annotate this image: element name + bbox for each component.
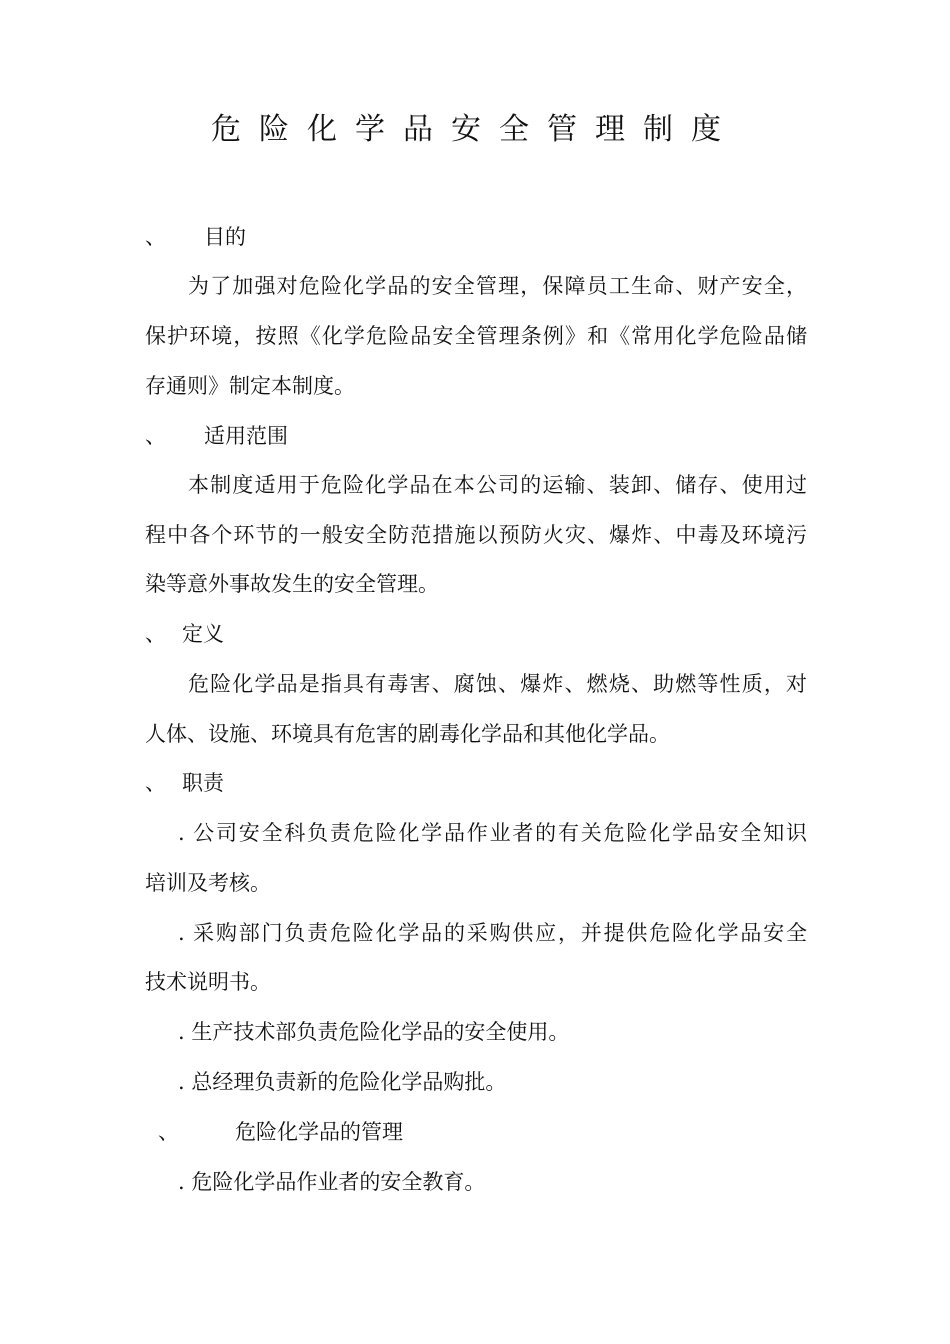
heading-text: 适用范围 <box>204 424 288 448</box>
section-heading-management <box>158 1117 403 1147</box>
list-item <box>178 1017 569 1047</box>
section-heading-scope <box>145 421 288 451</box>
section-heading-responsibilities <box>145 768 224 798</box>
item-marker: . <box>178 921 185 945</box>
item-text: 公司安全科负责危险化学品作业者的有关危险化学品安全知识 <box>193 821 807 845</box>
list-item <box>178 1167 485 1197</box>
paragraph-line: 本制度适用于危险化学品在本公司的运输、装卸、储存、使用过 <box>188 473 807 497</box>
item-marker: . <box>178 821 185 845</box>
heading-text: 定义 <box>182 622 224 646</box>
item-text: 总经理负责新的危险化学品购批。 <box>191 1070 507 1094</box>
paragraph-line: 染等意外事故发生的安全管理。 <box>145 572 439 596</box>
item-marker: . <box>178 1070 185 1094</box>
list-item <box>178 918 807 948</box>
document-title: 危险化学品安全管理制度 <box>211 112 739 147</box>
item-marker: . <box>178 1170 185 1194</box>
list-item-continuation: 培训及考核。 <box>145 871 271 895</box>
heading-marker: 、 <box>158 1120 179 1144</box>
heading-text: 危险化学品的管理 <box>235 1120 403 1144</box>
section-heading-purpose <box>145 222 246 252</box>
item-text: 生产技术部负责危险化学品的安全使用。 <box>191 1020 570 1044</box>
heading-marker: 、 <box>145 771 166 795</box>
paragraph-line: 保护环境，按照《化学危险品安全管理条例》和《常用化学危险品储 <box>145 324 807 348</box>
list-item-continuation: 技术说明书。 <box>145 970 271 994</box>
paragraph-line: 程中各个环节的一般安全防范措施以预防火灾、爆炸、中毒及环境污 <box>145 523 807 547</box>
paragraph-line: 存通则》制定本制度。 <box>145 374 355 398</box>
list-item <box>178 818 807 848</box>
heading-marker: 、 <box>145 424 166 448</box>
heading-text: 目的 <box>204 225 246 249</box>
paragraph-line: 危险化学品是指具有毒害、腐蚀、爆炸、燃烧、助燃等性质，对 <box>188 672 807 696</box>
section-heading-definition <box>145 619 224 649</box>
paragraph-line: 为了加强对危险化学品的安全管理，保障员工生命、财产安全， <box>188 274 807 298</box>
item-marker: . <box>178 1020 185 1044</box>
heading-marker: 、 <box>145 225 166 249</box>
heading-text: 职责 <box>182 771 224 795</box>
heading-marker: 、 <box>145 622 166 646</box>
item-text: 危险化学品作业者的安全教育。 <box>191 1170 486 1194</box>
paragraph-line: 人体、设施、环境具有危害的剧毒化学品和其他化学品。 <box>145 722 670 746</box>
list-item <box>178 1067 506 1097</box>
item-text: 采购部门负责危险化学品的采购供应，并提供危险化学品安全 <box>193 921 807 945</box>
